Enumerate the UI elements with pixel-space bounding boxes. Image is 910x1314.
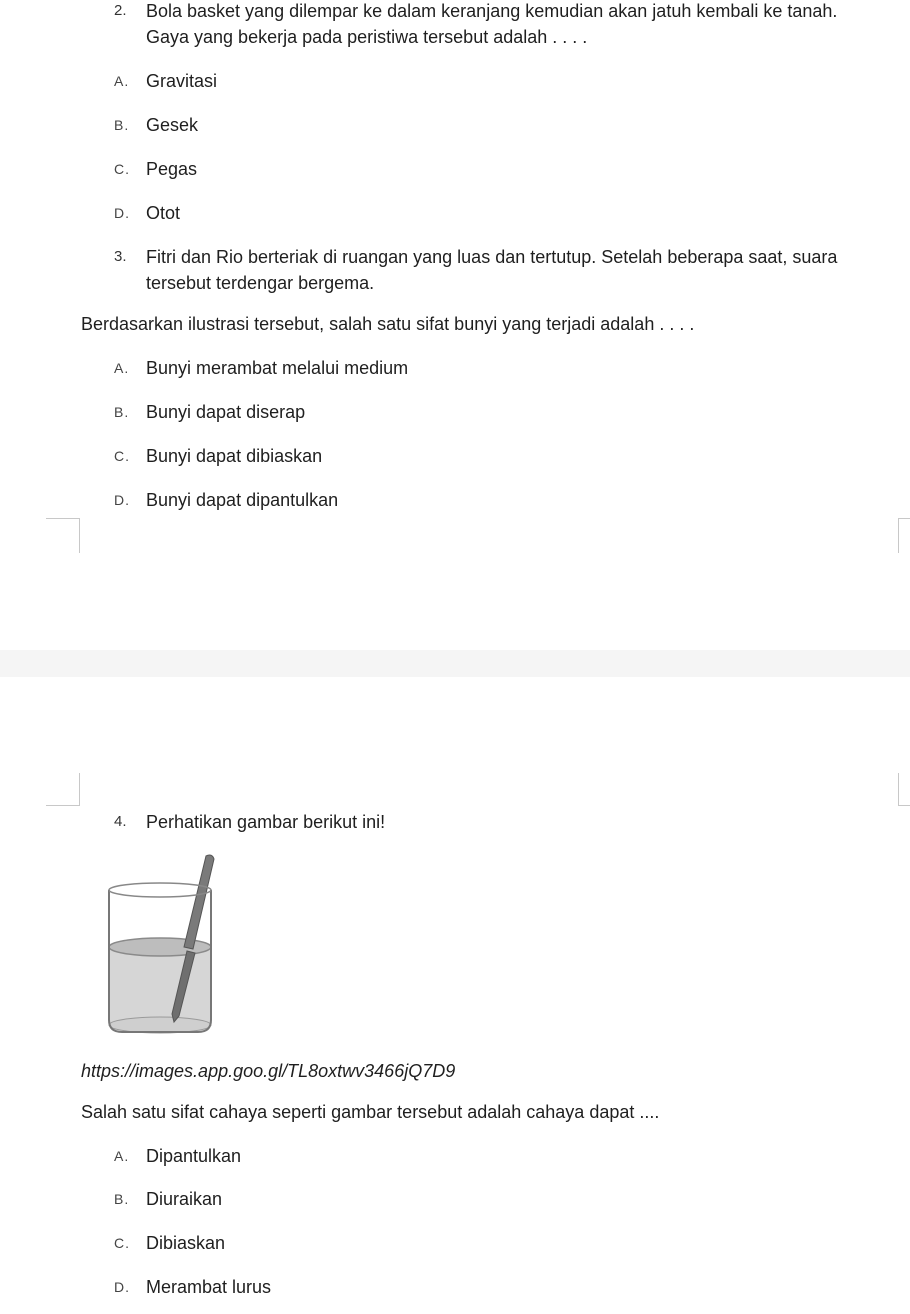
image-source-url: https://images.app.goo.gl/TL8oxtwv3466jQ7D9 bbox=[81, 1061, 456, 1081]
glass-rim bbox=[109, 883, 211, 897]
document-page-1 bbox=[0, 0, 910, 650]
glass-bottom bbox=[109, 1017, 211, 1033]
question-2-option-b: Gesek bbox=[146, 115, 199, 135]
question-2-option-d: Otot bbox=[146, 203, 181, 223]
question-4-prompt: Salah satu sifat cahaya seperti gambar tersebut adalah cahaya dapat .... bbox=[81, 1102, 660, 1122]
page-break bbox=[0, 650, 910, 677]
question-3-option-d-letter: D. bbox=[114, 492, 130, 508]
question-4-option-c: Dibiaskan bbox=[146, 1233, 226, 1253]
question-2-number: 2. bbox=[114, 2, 127, 19]
question-3-option-b: Bunyi dapat diserap bbox=[146, 402, 306, 422]
question-2-option-c-letter: C. bbox=[114, 161, 130, 177]
water-surface bbox=[109, 938, 211, 956]
question-4-option-a-letter: A. bbox=[114, 1148, 130, 1164]
question-3-option-a-letter: A. bbox=[114, 360, 130, 376]
question-4-text-line-1: Perhatikan gambar berikut ini! bbox=[146, 812, 386, 832]
question-3-text-line-2: tersebut terdengar bergema. bbox=[146, 273, 375, 293]
question-3-prompt: Berdasarkan ilustrasi tersebut, salah satu sifat bunyi yang terjadi adalah . . . . bbox=[81, 314, 695, 334]
question-3-option-a: Bunyi merambat melalui medium bbox=[146, 358, 409, 378]
question-4-option-b: Diuraikan bbox=[146, 1189, 223, 1209]
question-4-option-d-letter: D. bbox=[114, 1279, 130, 1295]
crop-mark-top-right bbox=[898, 773, 910, 806]
question-3-option-b-letter: B. bbox=[114, 404, 130, 420]
question-3-option-d: Bunyi dapat dipantulkan bbox=[146, 490, 339, 510]
question-2-text-line-1: Bola basket yang dilempar ke dalam keranjang kemudian akan jatuh kembali ke tanah. bbox=[146, 1, 838, 21]
glass-of-water-with-pencil-image bbox=[100, 850, 225, 1040]
question-4-option-a: Dipantulkan bbox=[146, 1146, 242, 1166]
question-4-option-b-letter: B. bbox=[114, 1191, 130, 1207]
question-4-option-d: Merambat lurus bbox=[146, 1277, 272, 1297]
question-4-option-c-letter: C. bbox=[114, 1235, 130, 1251]
crop-mark-top-left bbox=[46, 773, 80, 806]
crop-mark-bottom-left bbox=[46, 518, 80, 553]
question-2-option-d-letter: D. bbox=[114, 205, 130, 221]
pencil-above-water bbox=[184, 855, 214, 949]
question-4-number: 4. bbox=[114, 813, 127, 830]
question-2-text-line-2: Gaya yang bekerja pada peristiwa tersebut adalah . . . . bbox=[146, 27, 588, 47]
question-3-text-line-1: Fitri dan Rio berteriak di ruangan yang luas dan tertutup. Setelah beberapa saat, suara bbox=[146, 247, 838, 267]
question-3-option-c-letter: C. bbox=[114, 448, 130, 464]
question-2-option-a-letter: A. bbox=[114, 73, 130, 89]
question-3-option-c: Bunyi dapat dibiaskan bbox=[146, 446, 323, 466]
question-3-number: 3. bbox=[114, 248, 127, 265]
question-2-option-a: Gravitasi bbox=[146, 71, 218, 91]
question-2-option-c: Pegas bbox=[146, 159, 198, 179]
crop-mark-bottom-right bbox=[898, 518, 910, 553]
glass-refraction-figure bbox=[100, 850, 225, 1040]
question-2-option-b-letter: B. bbox=[114, 117, 130, 133]
